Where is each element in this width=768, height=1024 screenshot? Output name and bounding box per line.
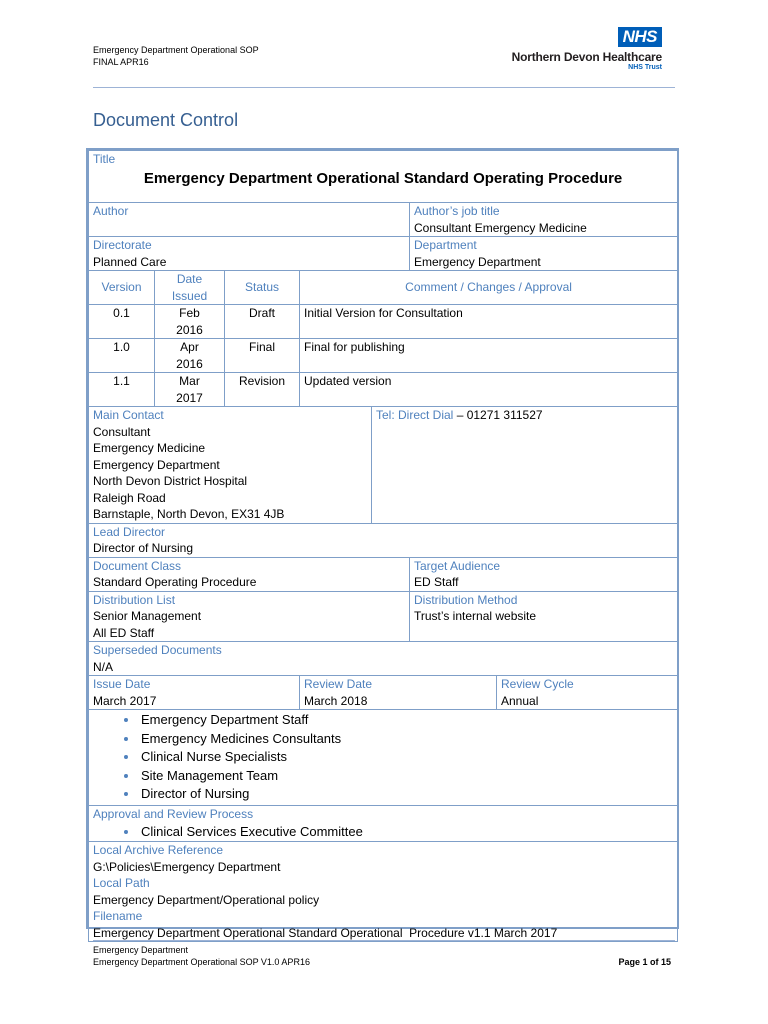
main-contact-cell — [89, 407, 372, 524]
review-cycle-label: Review Cycle — [501, 677, 574, 691]
author-label: Author — [93, 204, 129, 218]
local-path-value: Emergency Department/Operational policy — [93, 892, 320, 907]
distribution-list-cell — [89, 591, 410, 642]
telephone-cell — [372, 407, 678, 524]
version-status: Final — [225, 339, 300, 373]
date-issued-header-line2: Issued — [171, 288, 208, 303]
distribution-list-label: Distribution List — [93, 592, 176, 607]
version-comment: Updated version — [300, 373, 678, 407]
approval-list — [93, 823, 673, 842]
nhs-logo — [492, 27, 662, 77]
directorate-cell — [89, 237, 410, 271]
department-label: Department — [414, 238, 477, 252]
title-cell — [89, 151, 678, 203]
page-title: Document Control — [93, 110, 239, 130]
telephone-label: Tel: Direct Dial — [376, 408, 454, 422]
main-contact-label: Main Contact — [93, 408, 164, 422]
consultation-list — [93, 711, 673, 804]
nhs-badge: NHS — [618, 27, 662, 47]
author-cell — [89, 203, 410, 237]
archive-cell — [89, 842, 678, 942]
list-item: • Clinical Nurse Specialists — [139, 748, 673, 767]
contact-line: Raleigh Road — [93, 490, 166, 505]
distribution-method-label: Distribution Method — [414, 592, 518, 607]
version-row — [89, 373, 678, 407]
version-number: 0.1 — [89, 305, 155, 339]
superseded-value: N/A — [93, 659, 114, 674]
version-number: 1.0 — [89, 339, 155, 373]
distribution-method-value: Trust’s internal website — [414, 609, 537, 623]
version-month: Feb — [179, 306, 200, 320]
date-issued-header — [155, 271, 225, 305]
author-job-value: Consultant Emergency Medicine — [414, 220, 587, 235]
department-cell — [410, 237, 678, 271]
distribution-list-item: Senior Management — [93, 609, 202, 623]
title-label: Title — [93, 152, 116, 166]
superseded-label: Superseded Documents — [93, 643, 222, 657]
local-path-label: Local Path — [93, 876, 150, 891]
superseded-cell — [89, 642, 678, 676]
version-number: 1.1 — [89, 373, 155, 407]
version-date — [155, 305, 225, 339]
footer-rule — [93, 940, 675, 941]
list-item: • Emergency Department Staff — [139, 711, 673, 730]
issue-date-value: March 2017 — [93, 693, 157, 708]
contact-line: Emergency Medicine — [93, 441, 206, 455]
contact-line: Barnstaple, North Devon, EX31 4JB — [93, 507, 285, 521]
approval-label: Approval and Review Process — [93, 807, 254, 821]
version-date — [155, 373, 225, 407]
filename-label: Filename — [93, 909, 143, 924]
header-doc-name: Emergency Department Operational SOP — [93, 45, 259, 55]
directorate-value: Planned Care — [93, 254, 167, 269]
author-job-cell — [410, 203, 678, 237]
version-date — [155, 339, 225, 373]
date-issued-header-line1: Date — [176, 272, 203, 286]
review-cycle-value: Annual — [501, 693, 539, 708]
review-cycle-cell — [497, 676, 678, 710]
version-comment: Initial Version for Consultation — [300, 305, 678, 339]
approval-cell — [89, 806, 678, 842]
document-title: Emergency Department Operational Standard Operating Procedure — [143, 169, 623, 187]
page-number: Page 1 of 15 — [618, 957, 671, 967]
logo-trust-label: NHS Trust — [628, 64, 662, 71]
version-month: Apr — [180, 340, 199, 354]
telephone-separator: – — [453, 408, 467, 422]
version-row — [89, 339, 678, 373]
version-comment: Final for publishing — [300, 339, 678, 373]
lead-director-cell — [89, 523, 678, 557]
version-year: 2016 — [176, 322, 203, 337]
distribution-list-item: All ED Staff — [93, 625, 155, 640]
list-item: • Site Management Team — [139, 767, 673, 786]
list-item: • Director of Nursing — [139, 785, 673, 804]
list-item: • Clinical Services Executive Committee — [139, 823, 673, 842]
telephone-number: 01271 311527 — [466, 408, 543, 422]
document-class-cell — [89, 557, 410, 591]
version-year: 2016 — [176, 356, 203, 371]
version-header: Version — [89, 271, 155, 305]
issue-date-cell — [89, 676, 300, 710]
footer-doc-reference: Emergency Department Operational SOP V1.0 APR16 — [93, 957, 310, 967]
contact-line: North Devon District Hospital — [93, 474, 248, 488]
footer-department: Emergency Department — [93, 945, 189, 955]
target-audience-label: Target Audience — [414, 558, 501, 573]
document-class-label: Document Class — [93, 558, 182, 573]
list-item: • Emergency Medicines Consultants — [139, 730, 673, 749]
filename-value: Emergency Department Operational Standard Operational Procedure v1.1 March 2017 — [93, 925, 558, 940]
archive-reference-label: Local Archive Reference — [93, 843, 224, 858]
version-status: Revision — [225, 373, 300, 407]
contact-line: Consultant — [93, 424, 151, 439]
archive-reference-value: G:\Policies\Emergency Department — [93, 859, 281, 874]
issue-date-label: Issue Date — [93, 677, 151, 691]
document-control-table — [86, 148, 679, 940]
consultation-list-cell — [89, 710, 678, 806]
version-row — [89, 305, 678, 339]
review-date-cell — [300, 676, 497, 710]
target-audience-value: ED Staff — [414, 575, 459, 589]
directorate-label: Directorate — [93, 238, 152, 252]
status-header: Status — [225, 271, 300, 305]
lead-director-value: Director of Nursing — [93, 541, 194, 555]
version-month: Mar — [179, 374, 200, 388]
version-status: Draft — [225, 305, 300, 339]
header-status: FINAL APR16 — [93, 57, 149, 67]
review-date-label: Review Date — [304, 677, 373, 691]
review-date-value: March 2018 — [304, 693, 368, 708]
lead-director-label: Lead Director — [93, 524, 166, 539]
distribution-method-cell — [410, 591, 678, 642]
version-year: 2017 — [176, 390, 203, 405]
page-header — [93, 44, 259, 68]
document-class-value: Standard Operating Procedure — [93, 575, 257, 589]
author-job-label: Author’s job title — [414, 204, 500, 218]
comment-header: Comment / Changes / Approval — [300, 271, 678, 305]
target-audience-cell — [410, 557, 678, 591]
contact-line: Emergency Department — [93, 457, 220, 472]
header-rule — [93, 87, 675, 88]
page-footer — [93, 944, 310, 968]
logo-org-name: Northern Devon Healthcare — [511, 50, 662, 64]
department-value: Emergency Department — [414, 254, 541, 269]
